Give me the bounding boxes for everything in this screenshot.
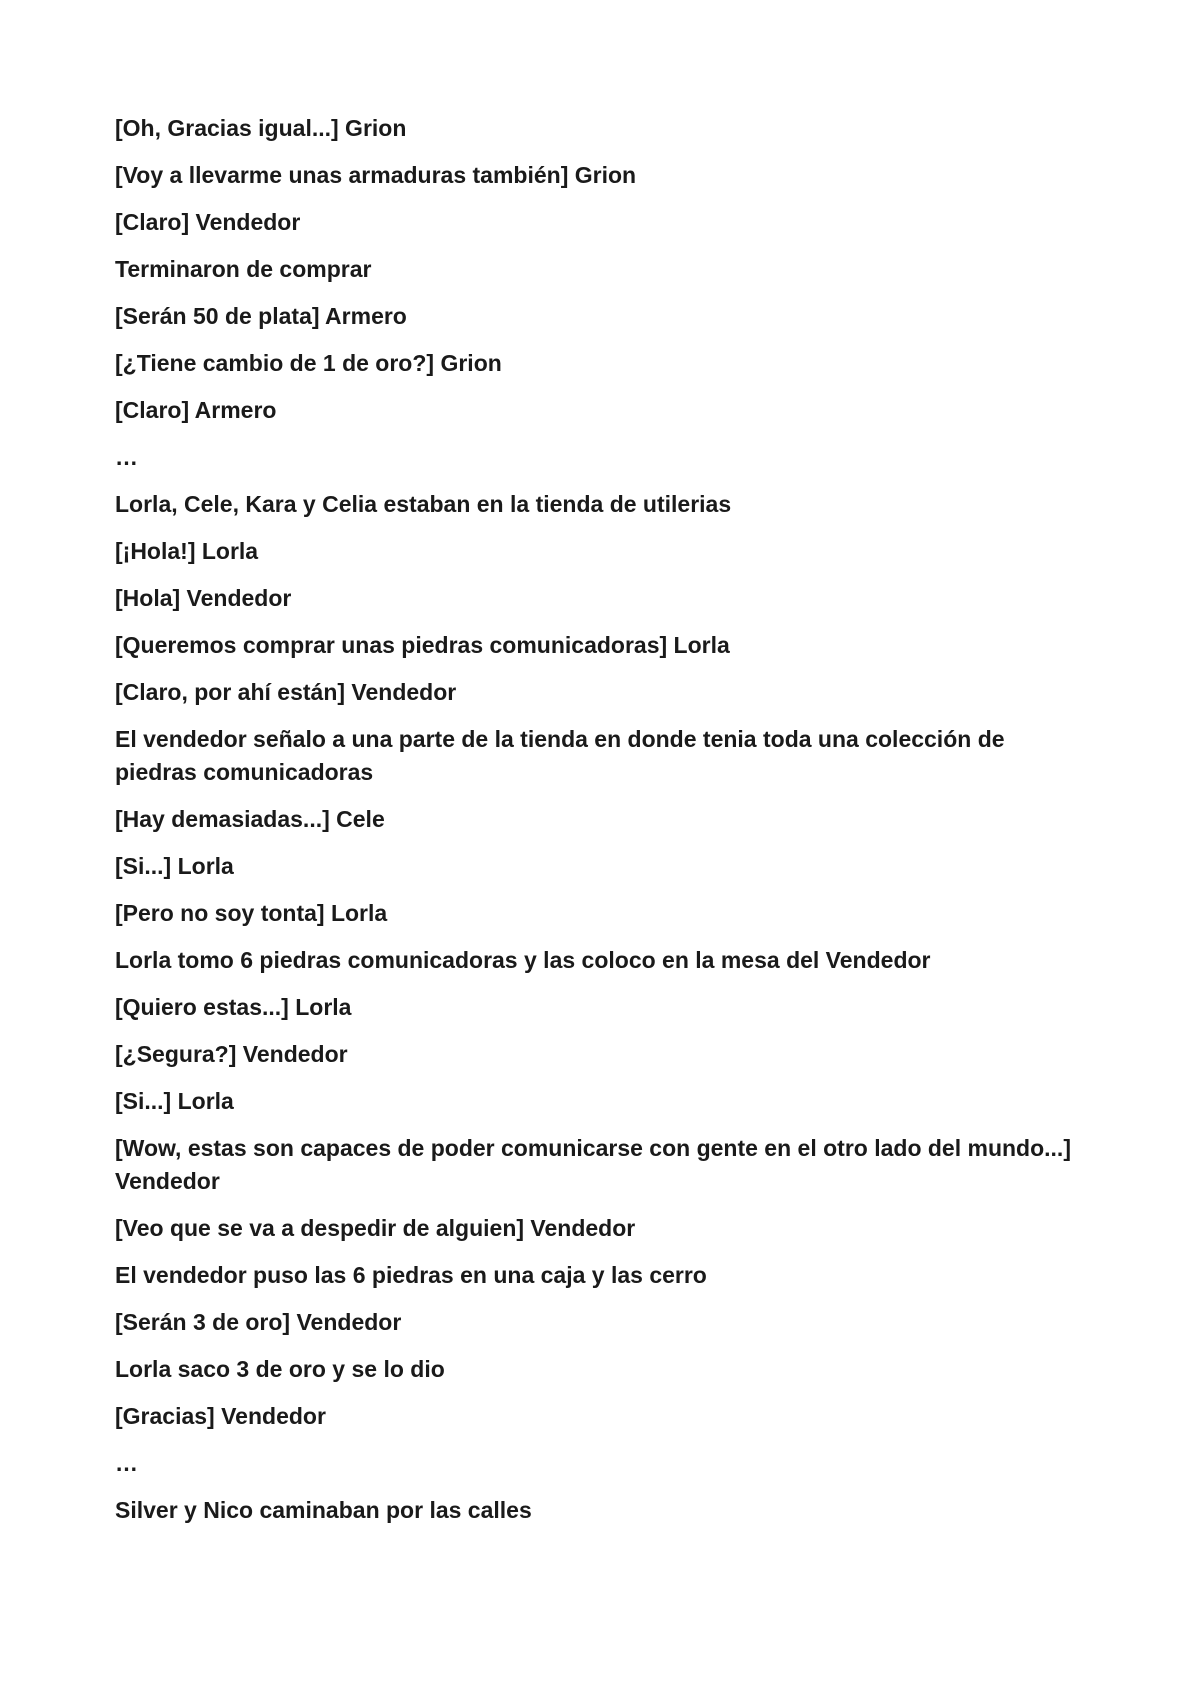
- paragraph: [Claro] Armero: [115, 397, 277, 423]
- paragraph: [¿Tiene cambio de 1 de oro?] Grion: [115, 350, 502, 376]
- paragraph: [Queremos comprar unas piedras comunicadoras] Lorla: [115, 632, 730, 658]
- paragraph: Terminaron de comprar: [115, 256, 372, 282]
- scene-break: …: [115, 444, 138, 470]
- paragraph: [Voy a llevarme unas armaduras también] Grion: [115, 162, 637, 188]
- paragraph: Lorla, Cele, Kara y Celia estaban en la tienda de utilerias: [115, 491, 732, 517]
- paragraph: [Oh, Gracias igual...] Grion: [115, 115, 407, 141]
- paragraph: [Quiero estas...] Lorla: [115, 994, 352, 1020]
- paragraph: El vendedor puso las 6 piedras en una caja y las cerro: [115, 1262, 707, 1288]
- paragraph: [Si...] Lorla: [115, 853, 234, 879]
- paragraph: [Claro] Vendedor: [115, 209, 301, 235]
- paragraph: [Gracias] Vendedor: [115, 1403, 326, 1429]
- paragraph: [Pero no soy tonta] Lorla: [115, 900, 388, 926]
- paragraph: [Serán 3 de oro] Vendedor: [115, 1309, 402, 1335]
- paragraph: [Si...] Lorla: [115, 1088, 234, 1114]
- paragraph: Lorla tomo 6 piedras comunicadoras y las coloco en la mesa del Vendedor: [115, 947, 931, 973]
- paragraph: Lorla saco 3 de oro y se lo dio: [115, 1356, 445, 1382]
- paragraph: [Serán 50 de plata] Armero: [115, 303, 407, 329]
- paragraph: [¿Segura?] Vendedor: [115, 1041, 348, 1067]
- paragraph: [¡Hola!] Lorla: [115, 538, 259, 564]
- paragraph: [Hay demasiadas...] Cele: [115, 806, 385, 832]
- document-body: [115, 112, 1075, 1541]
- paragraph: [Wow, estas son capaces de poder comunicarse con gente en el otro lado del mundo...] Vendedor: [115, 1135, 1071, 1194]
- scene-break: …: [115, 1450, 138, 1476]
- paragraph: [Veo que se va a despedir de alguien] Vendedor: [115, 1215, 636, 1241]
- paragraph: [Hola] Vendedor: [115, 585, 292, 611]
- paragraph: Silver y Nico caminaban por las calles: [115, 1497, 532, 1523]
- paragraph: [Claro, por ahí están] Vendedor: [115, 679, 457, 705]
- paragraph: El vendedor señalo a una parte de la tienda en donde tenia toda una colección de piedras comunicadoras: [115, 726, 1005, 785]
